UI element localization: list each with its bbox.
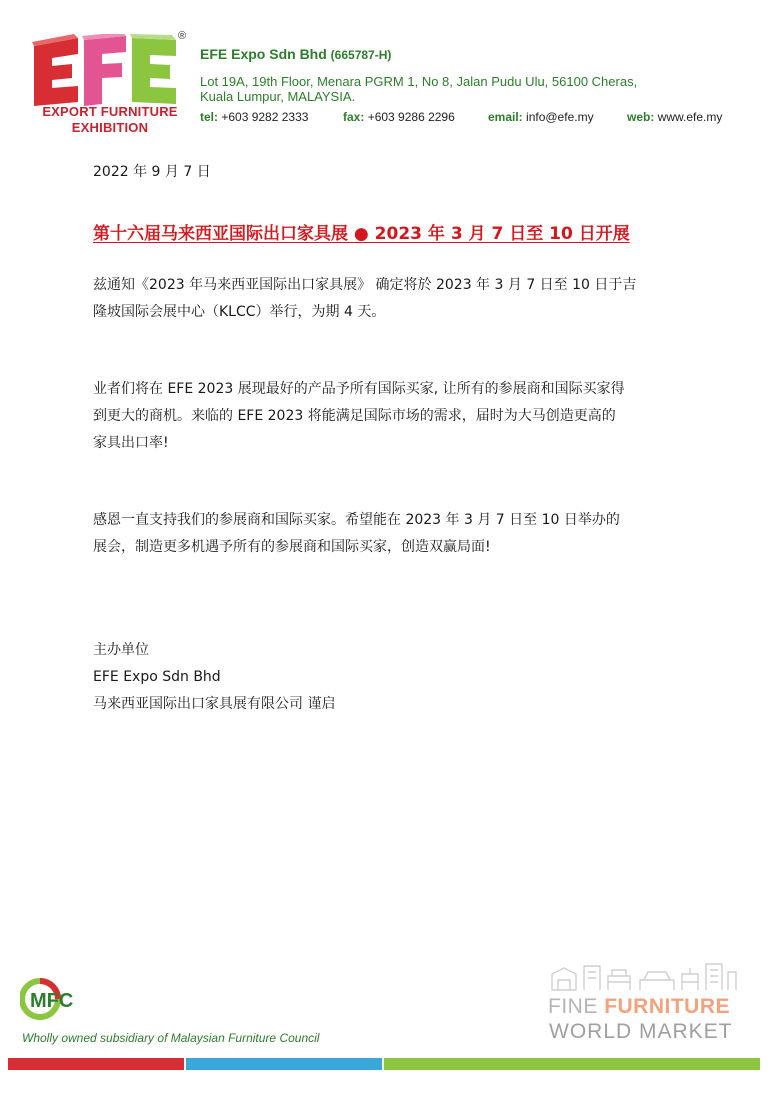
- address-line-2: Kuala Lumpur, MALAYSIA.: [200, 89, 356, 104]
- letter-date: 2022 年 9 月 7 日: [93, 164, 211, 180]
- ffwm-furniture: FURNITURE: [604, 995, 731, 1018]
- logo-text-line2: EXHIBITION: [71, 120, 149, 135]
- contact-email: [488, 110, 594, 124]
- contact-web: [627, 110, 722, 124]
- email-label: email:: [488, 110, 523, 124]
- efe-logo-letter-e2: [130, 34, 176, 104]
- paragraph-1: [93, 272, 683, 326]
- company-header: [200, 46, 391, 62]
- paragraph-3: [93, 507, 683, 561]
- efe-logo-letter-e1: [32, 34, 78, 106]
- paragraph-2: [93, 376, 683, 457]
- logo-text-line1: EXPORT FURNITURE: [42, 104, 178, 119]
- fax-label: fax:: [343, 110, 365, 124]
- paragraph-2-line-1: 业者们将在 EFE 2023 展现最好的产品予所有国际买家, 让所有的参展商和国际买家得: [93, 381, 625, 397]
- registered-mark: ®: [178, 30, 187, 42]
- furniture-sketch-icon: [548, 960, 738, 992]
- tel-value: +603 9282 2333: [221, 110, 309, 124]
- efe-logo-mark: [30, 34, 190, 110]
- fax-value: +603 9286 2296: [367, 110, 455, 124]
- letter-headline: 第十六届马来西亚国际出口家具展 ● 2023 年 3 月 7 日至 10 日开展: [93, 224, 630, 244]
- email-value[interactable]: info@efe.my: [526, 110, 594, 124]
- mfc-logo: [20, 978, 96, 1020]
- paragraph-3-line-1: 感恩一直支持我们的参展商和国际买家。希望能在 2023 年 3 月 7 日至 10 日举办的: [93, 512, 620, 528]
- address-line-1: Lot 19A, 19th Floor, Menara PGRM 1, No 8, Jalan Pudu Ulu, 56100 Cheras,: [200, 74, 638, 89]
- paragraph-1-line-2: 隆坡国际会展中心（KLCC）举行，为期 4 天。: [93, 304, 386, 320]
- mfc-logo-text: MFC: [30, 990, 74, 1012]
- ffwm-fine: FINE: [548, 995, 598, 1018]
- sign-company-cn: 马来西亚国际出口家具展有限公司 谨启: [93, 696, 336, 712]
- tel-label: tel:: [200, 110, 218, 124]
- contact-fax: [343, 110, 455, 124]
- footer-bar-blue: [186, 1058, 382, 1070]
- company-reg-number: (665787-H): [330, 48, 392, 62]
- sign-organizer: 主办单位: [93, 642, 149, 658]
- paragraph-2-line-3: 家具出口率!: [93, 435, 169, 451]
- paragraph-2-line-2: 到更大的商机。来临的 EFE 2023 将能满足国际市场的需求，届时为大马创造更高的: [93, 408, 616, 424]
- footer-bar-green: [384, 1058, 760, 1070]
- contact-tel: [200, 110, 308, 124]
- efe-logo-letter-f: [82, 34, 126, 106]
- signature-block: [93, 637, 683, 718]
- sign-company-en: EFE Expo Sdn Bhd: [93, 669, 221, 685]
- mfc-caption: Wholly owned subsidiary of Malaysian Furniture Council: [22, 1031, 320, 1045]
- ffwm-line-2: WORLD MARKET: [549, 1020, 733, 1043]
- mfc-logo-mark: [20, 978, 96, 1020]
- web-value[interactable]: www.efe.my: [657, 110, 723, 124]
- paragraph-1-line-1: 兹通知《2023 年马来西亚国际出口家具展》 确定将於 2023 年 3 月 7 日至 10 日于吉: [93, 277, 637, 293]
- efe-logo: [30, 30, 190, 135]
- company-name: EFE Expo Sdn Bhd: [200, 46, 327, 62]
- paragraph-3-line-2: 展会，制造更多机遇予所有的参展商和国际买家，创造双赢局面!: [93, 539, 491, 555]
- web-label: web:: [627, 110, 655, 124]
- furniture-icons: [548, 960, 738, 992]
- footer-bar-red: [8, 1058, 184, 1070]
- ffwm-line-1: [548, 995, 730, 1019]
